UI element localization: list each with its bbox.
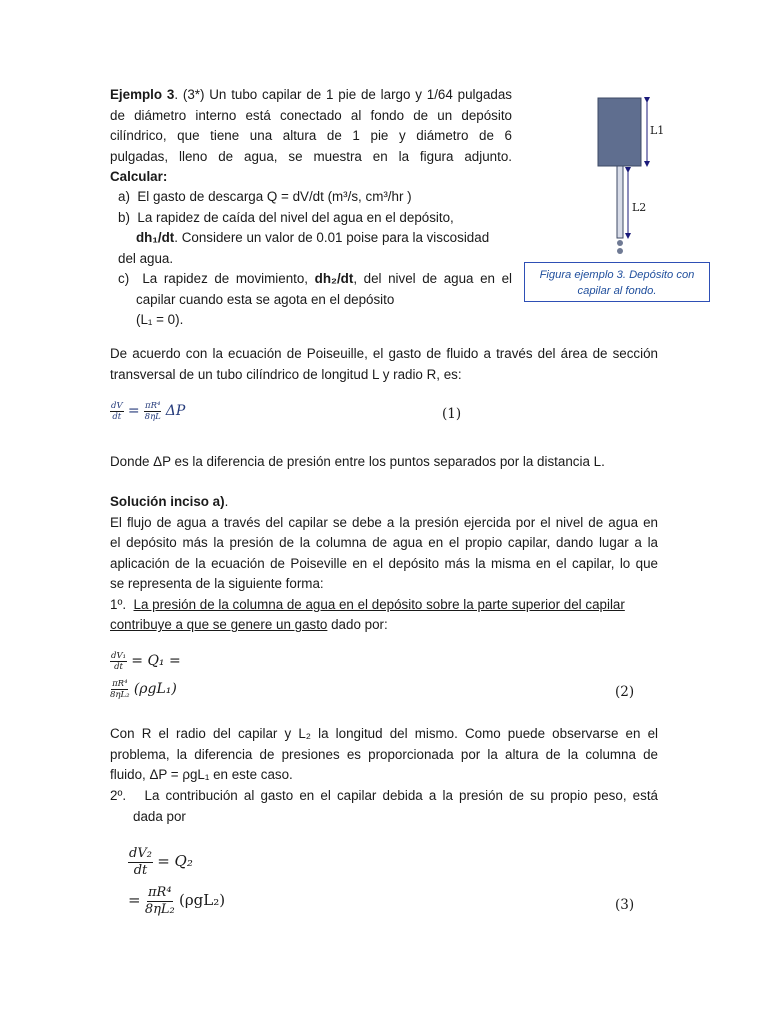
item-a: a) El gasto de descarga Q = dV/dt (m³/s, cm³/hr ) bbox=[118, 189, 412, 204]
equation-1-number: (1) bbox=[442, 406, 462, 422]
example-line: de diámetro interno está conectado al fondo de un depósito bbox=[110, 107, 512, 123]
label-l2: L2 bbox=[632, 201, 647, 214]
drop-2 bbox=[617, 248, 623, 254]
equation-2-top: $\frac{\text{dV₁}}{dt}$ = Q₁ = bbox=[111, 651, 181, 672]
solution-line: aplicación de la ecuación de Poiseville en el depósito más la misma en el capilar, lo que bbox=[110, 555, 658, 571]
conr-paragraph bbox=[110, 724, 658, 786]
conr-line: problema, la diferencia de presiones es proporcionada por la altura de la columna de bbox=[110, 746, 658, 762]
donde-line: Donde ΔP es la diferencia de presión entre los puntos separados por la distancia L. bbox=[110, 454, 605, 469]
equation-2-number: (2) bbox=[615, 684, 635, 700]
equation-3-top: $\frac{\text{dV₂}}{dt}$ = Q₂ bbox=[129, 846, 193, 878]
tank-shape bbox=[598, 98, 641, 166]
drop-1 bbox=[617, 240, 623, 246]
solution-line: el depósito más la presión de la columna de agua en el propio capilar, dando lugar a la bbox=[110, 535, 658, 550]
step2-line: dada por bbox=[133, 808, 186, 824]
figure-caption bbox=[524, 262, 710, 302]
equation-3-number: (3) bbox=[615, 897, 635, 913]
label-l1: L1 bbox=[650, 124, 665, 137]
intro-line: transversal de un tubo cilíndrico de longitud L y radio R, es: bbox=[110, 366, 462, 382]
example-line: cilíndrico, que tiene una altura de 1 pie y diámetro de 6 bbox=[110, 128, 512, 143]
item-c-cont2: (L₁ = 0). bbox=[136, 312, 184, 327]
example-line: Calcular: bbox=[110, 169, 168, 184]
example-statement bbox=[110, 85, 512, 188]
item-c: c) La rapidez de movimiento, dh₂/dt, del nivel de agua en el bbox=[118, 271, 513, 286]
step2-paragraph bbox=[110, 786, 658, 827]
example-line: Ejemplo 3. (3*) Un tubo capilar de 1 pie de largo y 1/64 pulgadas bbox=[110, 87, 512, 102]
item-b: b) La rapidez de caída del nivel del agua en el depósito, bbox=[118, 209, 454, 225]
intro-line: De acuerdo con la ecuación de Poiseuille, el gasto de fluido a través del área de sección bbox=[110, 346, 658, 361]
conr-line: Con R el radio del capilar y L₂ la longitud del mismo. Como puede observarse en el bbox=[110, 726, 658, 741]
step1-line2: contribuye a que se genere un gasto dado por: bbox=[110, 617, 388, 632]
solution-line: se representa de la siguiente forma: bbox=[110, 576, 324, 591]
item-b-cont2: del agua. bbox=[118, 250, 174, 266]
tank-figure bbox=[590, 90, 670, 260]
donde-paragraph bbox=[110, 452, 658, 473]
caption-line: capilar al fondo. bbox=[577, 285, 657, 297]
step1-line: 1º. La presión de la columna de agua en el depósito sobre la parte superior del capilar bbox=[110, 596, 625, 612]
solution-paragraph bbox=[110, 492, 658, 636]
caption-line: Figura ejemplo 3. Depósito con bbox=[539, 269, 695, 281]
item-b-cont: dh₁/dt. Considere un valor de 0.01 poise para la viscosidad bbox=[136, 230, 490, 245]
solution-heading: Solución inciso a). bbox=[110, 494, 229, 509]
intro-paragraph bbox=[110, 344, 658, 385]
solution-line: El flujo de agua a través del capilar se debe a la presión ejercida por el nivel de agua en bbox=[110, 514, 658, 530]
equation-1: $\frac{dV}{dt}$ = $\frac{\text{πR⁴}}{8\eta L}$ ΔP bbox=[111, 401, 186, 422]
equation-2-bottom: $\frac{\text{πR⁴}}{\text{8ηL₂}}$ (ρgL₁) bbox=[110, 679, 177, 700]
conr-line: fluido, ΔP = ρgL₁ en este caso. bbox=[110, 767, 293, 782]
example-line: pulgadas, lleno de agua, se muestra en la figura adjunto. bbox=[110, 148, 512, 164]
item-c-cont: capilar cuando esta se agota en el depósito bbox=[136, 291, 395, 307]
step2-line: 2º. La contribución al gasto en el capilar debida a la presión de su propio peso, está bbox=[110, 788, 658, 803]
item-list bbox=[118, 187, 512, 331]
capillary-shape bbox=[617, 166, 623, 238]
equation-3-bottom: = $\frac{\text{πR⁴}}{\text{8ηL₂}}$ (ρgL₂) bbox=[128, 885, 226, 917]
